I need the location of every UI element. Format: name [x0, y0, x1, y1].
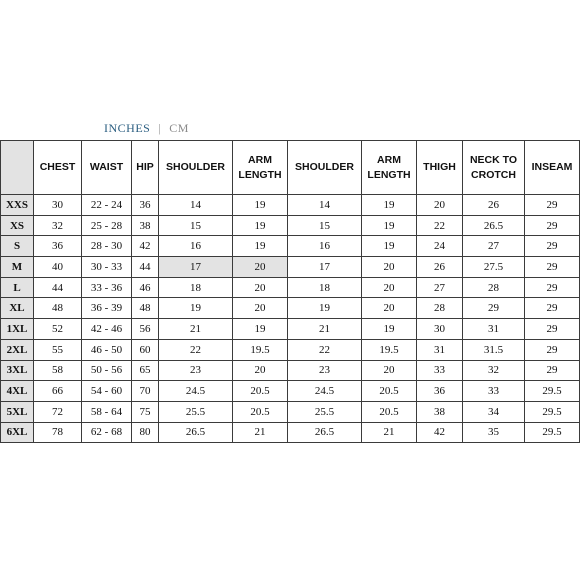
- table-cell: 29: [525, 236, 580, 257]
- table-cell: 22: [159, 339, 233, 360]
- table-cell: 20.5: [362, 401, 417, 422]
- table-row: [1, 236, 580, 257]
- table-cell: 19.5: [362, 339, 417, 360]
- size-label: 1XL: [1, 319, 34, 340]
- table-cell: 56: [132, 319, 159, 340]
- column-header: NECK TO CROTCH: [463, 141, 525, 195]
- column-header: WAIST: [82, 141, 132, 195]
- table-cell: 21: [233, 422, 288, 443]
- table-cell: 29: [525, 360, 580, 381]
- table-cell: 32: [463, 360, 525, 381]
- table-cell: 33: [463, 381, 525, 402]
- table-cell: 36: [417, 381, 463, 402]
- table-cell: 24: [417, 236, 463, 257]
- table-cell: 26: [463, 195, 525, 216]
- table-cell: 32: [34, 215, 82, 236]
- table-cell: 24.5: [288, 381, 362, 402]
- table-cell: 52: [34, 319, 82, 340]
- size-label: L: [1, 277, 34, 298]
- table-cell: 26.5: [288, 422, 362, 443]
- table-cell: 20: [233, 298, 288, 319]
- table-cell: 26.5: [159, 422, 233, 443]
- table-row: [1, 381, 580, 402]
- table-cell: 29.5: [525, 381, 580, 402]
- table-cell: 20.5: [233, 401, 288, 422]
- table-cell: 27: [417, 277, 463, 298]
- table-cell: 29: [525, 277, 580, 298]
- table-row: [1, 257, 580, 278]
- table-cell: 48: [34, 298, 82, 319]
- table-cell: 40: [34, 257, 82, 278]
- size-label: XL: [1, 298, 34, 319]
- table-cell: 15: [288, 215, 362, 236]
- table-cell: 17: [288, 257, 362, 278]
- table-cell: 27: [463, 236, 525, 257]
- table-cell: 72: [34, 401, 82, 422]
- unit-inches-option[interactable]: INCHES: [104, 120, 151, 135]
- table-cell: 30: [417, 319, 463, 340]
- table-cell: 19: [233, 215, 288, 236]
- table-cell: 19: [362, 195, 417, 216]
- table-row: [1, 422, 580, 443]
- table-cell: 42: [132, 236, 159, 257]
- table-cell: 50 - 56: [82, 360, 132, 381]
- column-header: SHOULDER: [159, 141, 233, 195]
- table-cell: 19: [233, 319, 288, 340]
- table-cell: 44: [34, 277, 82, 298]
- table-cell: 35: [463, 422, 525, 443]
- table-cell: 31.5: [463, 339, 525, 360]
- table-cell: 29.5: [525, 422, 580, 443]
- table-cell: 16: [159, 236, 233, 257]
- table-cell: 75: [132, 401, 159, 422]
- table-cell: 21: [159, 319, 233, 340]
- table-cell: 80: [132, 422, 159, 443]
- table-cell: 28: [463, 277, 525, 298]
- column-header: HIP: [132, 141, 159, 195]
- table-cell: 28 - 30: [82, 236, 132, 257]
- table-body: [1, 195, 580, 443]
- size-label: 2XL: [1, 339, 34, 360]
- column-header: ARM LENGTH: [233, 141, 288, 195]
- table-cell: 55: [34, 339, 82, 360]
- table-cell: 29: [525, 257, 580, 278]
- header-row: [1, 141, 580, 195]
- table-cell: 46 - 50: [82, 339, 132, 360]
- table-cell: 19: [233, 195, 288, 216]
- table-cell: 14: [288, 195, 362, 216]
- table-cell: 62 - 68: [82, 422, 132, 443]
- size-label: M: [1, 257, 34, 278]
- table-cell: 19: [159, 298, 233, 319]
- table-cell: 16: [288, 236, 362, 257]
- table-cell: 60: [132, 339, 159, 360]
- table-cell: 24.5: [159, 381, 233, 402]
- table-cell: 20: [233, 360, 288, 381]
- table-cell: 19: [362, 215, 417, 236]
- column-header: INSEAM: [525, 141, 580, 195]
- table-cell: 38: [417, 401, 463, 422]
- table-cell: 19: [233, 236, 288, 257]
- table-cell: 23: [159, 360, 233, 381]
- table-cell: 65: [132, 360, 159, 381]
- table-cell: 20: [233, 277, 288, 298]
- table-cell: 29: [463, 298, 525, 319]
- table-cell: 14: [159, 195, 233, 216]
- table-cell: 29: [525, 298, 580, 319]
- table-cell: 33 - 36: [82, 277, 132, 298]
- size-label: XXS: [1, 195, 34, 216]
- table-row: [1, 401, 580, 422]
- table-cell: 22 - 24: [82, 195, 132, 216]
- table-cell: 15: [159, 215, 233, 236]
- table-cell: 25.5: [159, 401, 233, 422]
- table-cell: 31: [417, 339, 463, 360]
- unit-cm-option[interactable]: CM: [169, 120, 189, 135]
- table-cell: 20: [362, 257, 417, 278]
- table-cell: 29.5: [525, 401, 580, 422]
- table-cell: 70: [132, 381, 159, 402]
- table-cell: 27.5: [463, 257, 525, 278]
- table-cell: 20.5: [233, 381, 288, 402]
- table-cell: 46: [132, 277, 159, 298]
- table-cell: 19: [288, 298, 362, 319]
- table-cell: 26.5: [463, 215, 525, 236]
- table-cell: 17: [159, 257, 233, 278]
- table-cell: 29: [525, 319, 580, 340]
- table-cell: 42 - 46: [82, 319, 132, 340]
- size-label: 4XL: [1, 381, 34, 402]
- size-label: 5XL: [1, 401, 34, 422]
- table-cell: 19: [362, 319, 417, 340]
- table-row: [1, 195, 580, 216]
- table-cell: 19: [362, 236, 417, 257]
- corner-cell: [1, 141, 34, 195]
- table-cell: 25 - 28: [82, 215, 132, 236]
- table-cell: 33: [417, 360, 463, 381]
- table-cell: 48: [132, 298, 159, 319]
- column-header: THIGH: [417, 141, 463, 195]
- table-cell: 34: [463, 401, 525, 422]
- table-cell: 58 - 64: [82, 401, 132, 422]
- table-cell: 66: [34, 381, 82, 402]
- table-row: [1, 298, 580, 319]
- size-label: 6XL: [1, 422, 34, 443]
- column-header: SHOULDER: [288, 141, 362, 195]
- table-row: [1, 277, 580, 298]
- table-cell: 28: [417, 298, 463, 319]
- table-cell: 78: [34, 422, 82, 443]
- table-cell: 29: [525, 195, 580, 216]
- table-cell: 18: [288, 277, 362, 298]
- table-cell: 20: [233, 257, 288, 278]
- table-cell: 30 - 33: [82, 257, 132, 278]
- table-cell: 29: [525, 339, 580, 360]
- table-cell: 36 - 39: [82, 298, 132, 319]
- table-cell: 22: [288, 339, 362, 360]
- table-cell: 23: [288, 360, 362, 381]
- table-row: [1, 360, 580, 381]
- table-cell: 22: [417, 215, 463, 236]
- table-cell: 30: [34, 195, 82, 216]
- table-row: [1, 215, 580, 236]
- table-cell: 42: [417, 422, 463, 443]
- table-row: [1, 319, 580, 340]
- table-cell: 25.5: [288, 401, 362, 422]
- table-cell: 31: [463, 319, 525, 340]
- size-label: S: [1, 236, 34, 257]
- column-header: ARM LENGTH: [362, 141, 417, 195]
- size-label: XS: [1, 215, 34, 236]
- table-cell: 20.5: [362, 381, 417, 402]
- table-cell: 26: [417, 257, 463, 278]
- unit-toggle: [104, 120, 189, 136]
- table-cell: 18: [159, 277, 233, 298]
- table-cell: 44: [132, 257, 159, 278]
- table-cell: 36: [132, 195, 159, 216]
- table-cell: 19.5: [233, 339, 288, 360]
- table-cell: 20: [362, 277, 417, 298]
- table-cell: 58: [34, 360, 82, 381]
- table-cell: 20: [417, 195, 463, 216]
- unit-separator: |: [158, 120, 162, 135]
- table-row: [1, 339, 580, 360]
- table-cell: 20: [362, 298, 417, 319]
- table-cell: 54 - 60: [82, 381, 132, 402]
- table-cell: 21: [288, 319, 362, 340]
- column-header: CHEST: [34, 141, 82, 195]
- table-cell: 20: [362, 360, 417, 381]
- table-cell: 21: [362, 422, 417, 443]
- table-cell: 29: [525, 215, 580, 236]
- table-cell: 36: [34, 236, 82, 257]
- size-label: 3XL: [1, 360, 34, 381]
- table-cell: 38: [132, 215, 159, 236]
- size-chart-table: [0, 140, 580, 443]
